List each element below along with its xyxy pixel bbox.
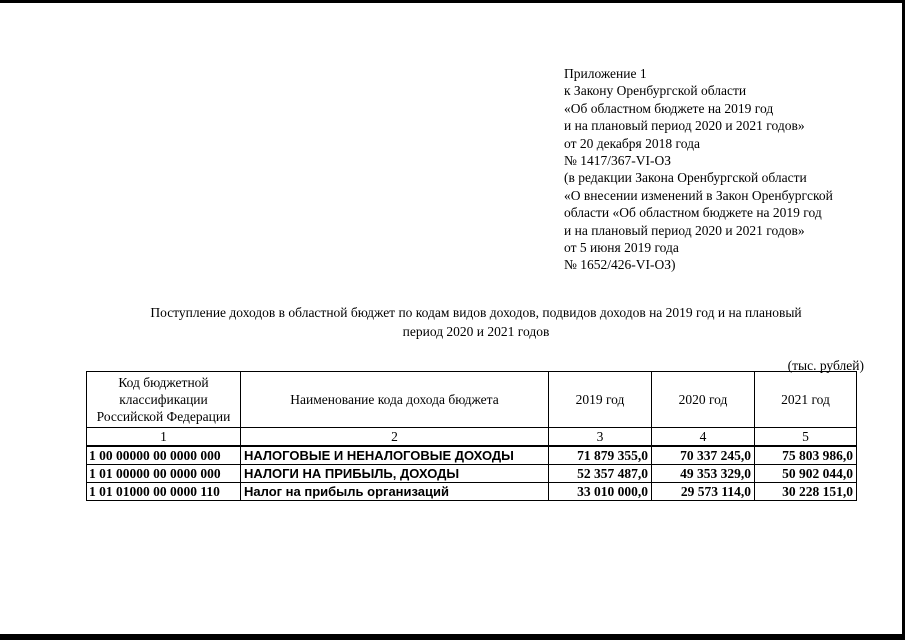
units-label: (тыс. рублей) xyxy=(787,358,864,373)
column-number-row xyxy=(87,428,857,447)
column-number: 4 xyxy=(652,428,755,447)
appendix-line: области «Об областном бюджете на 2019 год xyxy=(564,205,822,221)
row-value-2019: 33 010 000,0 xyxy=(549,483,652,501)
row-code: 1 01 01000 00 0000 110 xyxy=(87,483,241,501)
row-value-2019: 71 879 355,0 xyxy=(549,446,652,465)
appendix-line: «Об областном бюджете на 2019 год xyxy=(564,100,774,116)
row-name: НАЛОГОВЫЕ И НЕНАЛОГОВЫЕ ДОХОДЫ xyxy=(241,446,549,465)
appendix-line: и на плановый период 2020 и 2021 годов» xyxy=(564,222,805,238)
appendix-line: и на плановый период 2020 и 2021 годов» xyxy=(564,118,805,134)
header-2019: 2019 год xyxy=(549,372,652,428)
row-name: Налог на прибыль организаций xyxy=(241,483,549,501)
column-number: 1 xyxy=(87,428,241,447)
appendix-line: (в редакции Закона Оренбургской области xyxy=(564,170,807,186)
appendix-line: от 20 декабря 2018 года xyxy=(564,135,700,151)
page-border-top xyxy=(0,0,905,3)
row-value-2020: 70 337 245,0 xyxy=(652,446,755,465)
appendix-line: к Закону Оренбургской области xyxy=(564,83,747,99)
appendix-line: Приложение 1 xyxy=(564,66,647,81)
appendix-line: № 1652/426-VI-ОЗ) xyxy=(564,257,676,273)
table-row xyxy=(87,446,857,465)
row-value-2021: 30 228 151,0 xyxy=(755,483,857,501)
document-title xyxy=(90,303,862,341)
row-value-2021: 50 902 044,0 xyxy=(755,465,857,483)
appendix-line: «О внесении изменений в Закон Оренбургской xyxy=(564,187,833,203)
table-header-row xyxy=(87,372,857,428)
header-code: Код бюджетной классификации Российской Федерации xyxy=(87,372,241,428)
appendix-line: № 1417/367-VI-ОЗ xyxy=(564,153,672,169)
row-value-2020: 49 353 329,0 xyxy=(652,465,755,483)
header-2020: 2020 год xyxy=(652,372,755,428)
header-2021: 2021 год xyxy=(755,372,857,428)
title-line-1: Поступление доходов в областной бюджет по кодам видов доходов, подвидов доходов на 2019 год и на плановый xyxy=(150,305,802,320)
column-number: 2 xyxy=(241,428,549,447)
column-number: 5 xyxy=(755,428,857,447)
header-name: Наименование кода дохода бюджета xyxy=(241,372,549,428)
table-row xyxy=(87,483,857,501)
appendix-reference xyxy=(564,65,833,274)
row-value-2020: 29 573 114,0 xyxy=(652,483,755,501)
row-name: НАЛОГИ НА ПРИБЫЛЬ, ДОХОДЫ xyxy=(241,465,549,483)
title-line-2: период 2020 и 2021 годов xyxy=(402,324,550,339)
row-code: 1 00 00000 00 0000 000 xyxy=(87,446,241,465)
page-border-bottom xyxy=(0,634,905,640)
appendix-line: от 5 июня 2019 года xyxy=(564,240,679,256)
column-number: 3 xyxy=(549,428,652,447)
row-value-2021: 75 803 986,0 xyxy=(755,446,857,465)
table-row xyxy=(87,465,857,483)
row-code: 1 01 00000 00 0000 000 xyxy=(87,465,241,483)
row-value-2019: 52 357 487,0 xyxy=(549,465,652,483)
income-table xyxy=(86,371,857,501)
